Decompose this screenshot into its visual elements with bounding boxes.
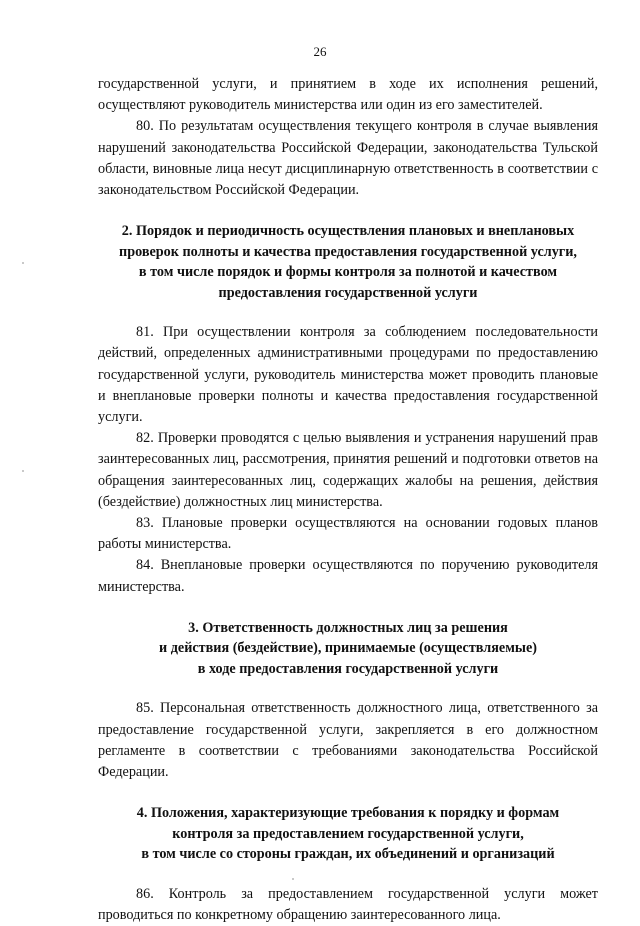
section-4-heading-line: в том числе со стороны граждан, их объединений и организаций — [141, 846, 555, 863]
section-3-heading-line: в ходе предоставления государственной услуги — [197, 660, 499, 677]
scan-speck — [22, 470, 24, 472]
paragraph-continuation: государственной услуги, и принятием в ходе их исполнения решений, осуществляют руководитель министерства или один из его заместителей. — [98, 76, 598, 114]
paragraph-81: 81. При осуществлении контроля за соблюдением последовательности действий, определенных административными процедурами по предоставлению государственной услуги, руководитель министерства может проводить плановые и внеплановые проверки полноты и качества предоставления государственной услуги. — [98, 324, 598, 426]
paragraph-82: 82. Проверки проводятся с целью выявления и устранения нарушений прав заинтересованных лиц, рассмотрения, принятия решений и подготовки ответов на обращения заинтересованных лиц, содержащих жалобы на решения, действия (бездействие) должностных лиц министерства. — [98, 430, 598, 510]
scan-speck — [22, 262, 24, 264]
section-2-heading — [98, 221, 598, 303]
scan-speck — [292, 878, 294, 880]
paragraph-80: 80. По результатам осуществления текущего контроля в случае выявления нарушений законодательства Российской Федерации, законодательства Тульской области, виновные лица несут дисциплинарную ответственность в соответствии с законодательством Российской Федерации. — [98, 118, 598, 199]
section-3-heading-line: и действия (бездействие), принимаемые (осуществляемые) — [159, 640, 537, 657]
section-2-heading-line: в том числе порядок и формы контроля за полнотой и качеством — [138, 264, 558, 281]
section-4-heading-line: контроля за предоставлением государственной услуги, — [172, 825, 524, 842]
section-3-heading — [98, 618, 598, 680]
section-2-heading-line: проверок полноты и качества предоставления государственной услуги, — [119, 243, 577, 260]
section-4-heading-line: 4. Положения, характеризующие требования к порядку и формам — [136, 805, 560, 822]
section-2-heading-line: предоставления государственной услуги — [218, 284, 478, 301]
page-number: 26 — [313, 44, 327, 59]
section-4-heading — [98, 803, 598, 865]
paragraph-83: 83. Плановые проверки осуществляются на основании годовых планов работы министерства. — [98, 515, 598, 553]
page-body — [98, 74, 598, 926]
paragraph-86: 86. Контроль за предоставлением государственной услуги может проводиться по конкретному обращению заинтересованного лица. — [98, 885, 598, 923]
section-3-heading-line: 3. Ответственность должностных лиц за решения — [188, 619, 508, 636]
section-2-heading-line: 2. Порядок и периодичность осуществления плановых и внеплановых — [121, 223, 575, 240]
paragraph-85: 85. Персональная ответственность должностного лица, ответственного за предоставление государственной услуги, закрепляется в его должностном регламенте в соответствии с требованиями законодательства Российской Федерации. — [98, 700, 598, 780]
paragraph-84: 84. Внеплановые проверки осуществляются по поручению руководителя министерства. — [98, 557, 598, 595]
